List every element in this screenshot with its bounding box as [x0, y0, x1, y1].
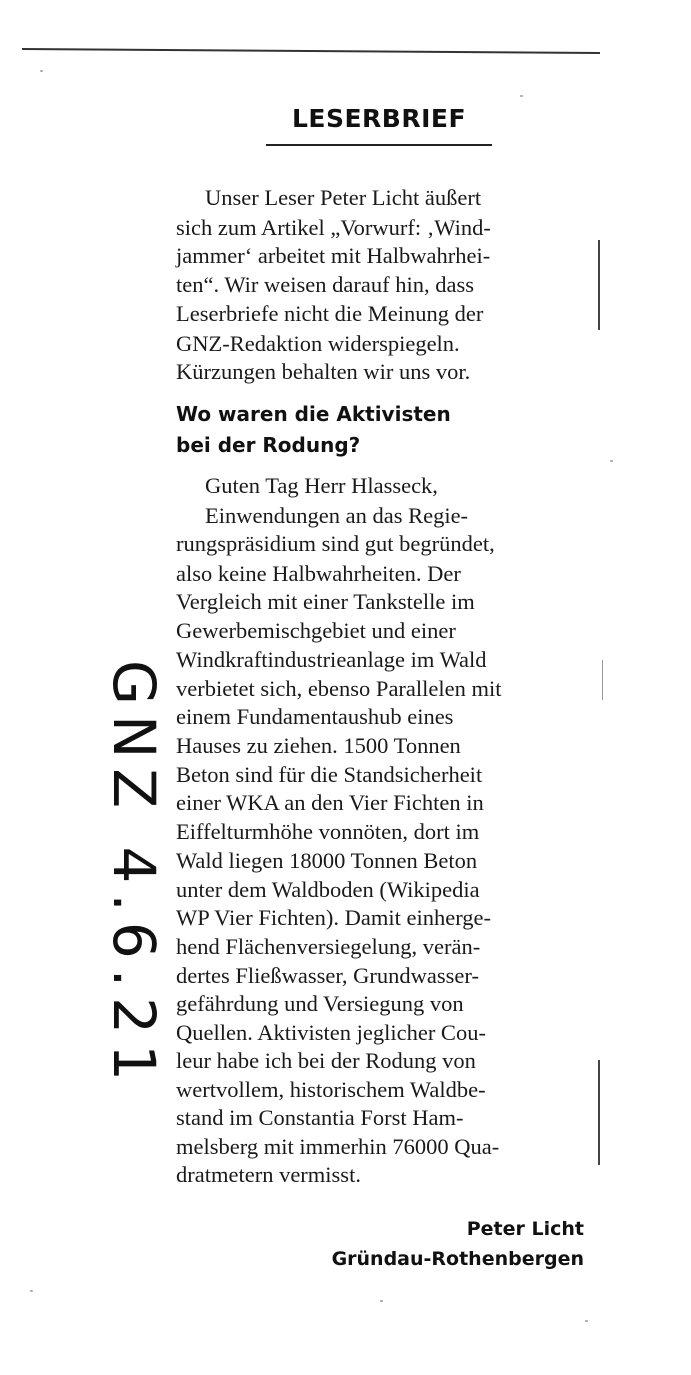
article-headline: Wo waren die Aktivisten — [176, 402, 451, 426]
body-line: gefährdung und Versiegung von — [176, 991, 464, 1016]
body-line: Guten Tag Herr Hlasseck, — [205, 473, 438, 498]
body-line: Windkraftindustrieanlage im Wald — [176, 647, 487, 672]
body-line: Hauses zu ziehen. 1500 Tonnen — [176, 733, 461, 758]
body-line: leur habe ich bei der Rodung von — [176, 1048, 476, 1073]
body-line: verbietet sich, ebenso Parallelen mit — [176, 676, 502, 701]
handwritten-note: GNZ 4.6.21 — [100, 660, 168, 1091]
body-line: Wald liegen 18000 Tonnen Beton — [176, 848, 478, 873]
right-border-line — [598, 240, 600, 330]
body-line: rungspräsidium sind gut begründet, — [176, 531, 495, 556]
body-line: Vergleich mit einer Tankstelle im — [176, 589, 475, 614]
intro-line: sich zum Artikel „Vorwurf: ‚Wind- — [176, 215, 491, 240]
body-line: wertvollem, historischem Waldbe- — [176, 1077, 486, 1102]
header-underline — [266, 144, 492, 146]
body-line: melsberg mit immerhin 76000 Qua- — [176, 1134, 500, 1159]
scan-speck — [585, 1320, 588, 1322]
author-location: Gründau-Rothenbergen — [331, 1248, 584, 1270]
scan-speck — [380, 1300, 383, 1302]
author-name: Peter Licht — [466, 1218, 584, 1240]
intro-line: Kürzungen behalten wir uns vor. — [176, 359, 471, 384]
body-line: Eiffelturmhöhe vonnöten, dort im — [176, 819, 480, 844]
body-line: stand im Constantia Forst Ham- — [176, 1105, 464, 1130]
body-line: Gewerbemischgebiet und einer — [176, 618, 456, 643]
right-border-line — [602, 660, 603, 700]
body-line: WP Vier Fichten). Damit einherge- — [176, 905, 492, 930]
scan-speck — [40, 70, 43, 72]
intro-line: Leserbriefe nicht die Meinung der — [176, 301, 484, 326]
intro-line: Unser Leser Peter Licht äußert — [205, 185, 482, 210]
body-line: einer WKA an den Vier Fichten in — [176, 790, 484, 815]
top-border-line — [22, 48, 600, 54]
intro-line: ten“. Wir weisen darauf hin, dass — [176, 272, 474, 297]
body-line: also keine Halbwahrheiten. Der — [176, 561, 461, 586]
body-line: Einwendungen an das Regie- — [205, 503, 469, 528]
section-header: LESERBRIEF — [291, 104, 467, 133]
intro-line: jammer‘ arbeitet mit Halbwahrhei- — [176, 243, 491, 268]
body-line: dertes Fließwasser, Grundwasser- — [176, 963, 479, 988]
body-line: unter dem Waldboden (Wikipedia — [176, 877, 480, 902]
scan-speck — [520, 95, 523, 97]
body-line: einem Fundamentaushub eines — [176, 704, 454, 729]
scan-speck — [610, 460, 613, 462]
body-line: hend Flächenversiegelung, verän- — [176, 934, 481, 959]
body-line: Beton sind für die Standsicherheit — [176, 762, 483, 787]
body-line: Quellen. Aktivisten jeglicher Cou- — [176, 1020, 486, 1045]
article-headline: bei der Rodung? — [176, 433, 361, 457]
right-border-line — [598, 1060, 600, 1165]
intro-line: GNZ-Redaktion widerspiegeln. — [176, 331, 460, 356]
scan-speck — [30, 1290, 33, 1292]
body-line: dratmetern vermisst. — [176, 1162, 361, 1187]
